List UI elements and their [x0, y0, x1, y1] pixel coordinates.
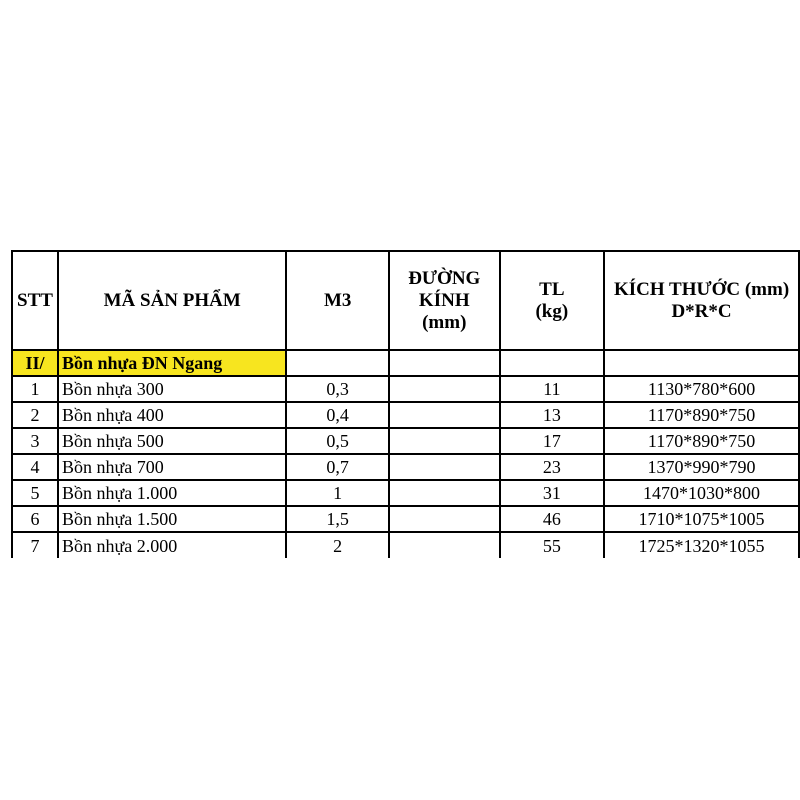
cell-size: 1170*890*750	[604, 402, 799, 428]
group-label: Bồn nhựa ĐN Ngang	[58, 350, 287, 376]
cell-name: Bồn nhựa 1.500	[58, 506, 287, 532]
header-tl-line-1: TL	[539, 278, 565, 300]
header-m3: M3	[286, 251, 388, 350]
cell-size: 1725*1320*1055	[604, 532, 799, 558]
cell-m3: 1,5	[286, 506, 388, 532]
product-table	[11, 250, 800, 558]
header-tl-line-2: (kg)	[535, 300, 569, 322]
cell-size: 1370*990*790	[604, 454, 799, 480]
cell-stt: 7	[12, 532, 58, 558]
cell-m3: 0,7	[286, 454, 388, 480]
table-row	[12, 506, 799, 532]
cell-tl: 46	[500, 506, 604, 532]
table-row	[12, 428, 799, 454]
cell-size: 1130*780*600	[604, 376, 799, 402]
cell-stt: 5	[12, 480, 58, 506]
group-size-cell	[604, 350, 799, 376]
cell-name: Bồn nhựa 500	[58, 428, 287, 454]
cell-stt: 1	[12, 376, 58, 402]
cell-m3: 0,3	[286, 376, 388, 402]
cell-tl: 11	[500, 376, 604, 402]
cell-duong-kinh	[389, 454, 500, 480]
cell-size: 1470*1030*800	[604, 480, 799, 506]
group-number: II/	[12, 350, 58, 376]
table-row	[12, 402, 799, 428]
cell-name: Bồn nhựa 2.000	[58, 532, 287, 558]
header-duong-kinh-line-2: KÍNH	[418, 289, 470, 311]
cell-duong-kinh	[389, 532, 500, 558]
cell-size: 1170*890*750	[604, 428, 799, 454]
header-kich-thuoc	[604, 251, 799, 350]
cell-tl: 17	[500, 428, 604, 454]
cell-stt: 4	[12, 454, 58, 480]
header-stt: STT	[12, 251, 58, 350]
header-ma-san-pham: MÃ SẢN PHẨM	[58, 251, 287, 350]
cell-stt: 2	[12, 402, 58, 428]
group-row	[12, 350, 799, 376]
cell-duong-kinh	[389, 428, 500, 454]
cell-duong-kinh	[389, 402, 500, 428]
cell-m3: 1	[286, 480, 388, 506]
cell-name: Bồn nhựa 400	[58, 402, 287, 428]
header-kich-thuoc-line-2: D*R*C	[671, 300, 732, 322]
cell-m3: 0,5	[286, 428, 388, 454]
cell-m3: 0,4	[286, 402, 388, 428]
group-tl-cell	[500, 350, 604, 376]
cell-size: 1710*1075*1005	[604, 506, 799, 532]
group-duong-kinh-cell	[389, 350, 500, 376]
cell-duong-kinh	[389, 376, 500, 402]
header-duong-kinh	[389, 251, 500, 350]
cell-stt: 6	[12, 506, 58, 532]
cell-tl: 31	[500, 480, 604, 506]
cell-duong-kinh	[389, 480, 500, 506]
cell-tl: 13	[500, 402, 604, 428]
cell-name: Bồn nhựa 700	[58, 454, 287, 480]
header-row	[12, 251, 799, 350]
table-row	[12, 480, 799, 506]
cell-tl: 55	[500, 532, 604, 558]
cell-name: Bồn nhựa 1.000	[58, 480, 287, 506]
cell-tl: 23	[500, 454, 604, 480]
cell-stt: 3	[12, 428, 58, 454]
table-row	[12, 376, 799, 402]
header-duong-kinh-line-3: (mm)	[422, 311, 467, 333]
cell-name: Bồn nhựa 300	[58, 376, 287, 402]
table-row	[12, 532, 799, 558]
header-kich-thuoc-line-1: KÍCH THƯỚC (mm)	[613, 278, 790, 300]
cell-m3: 2	[286, 532, 388, 558]
group-m3-cell	[286, 350, 388, 376]
cell-duong-kinh	[389, 506, 500, 532]
header-tl	[500, 251, 604, 350]
header-duong-kinh-line-1: ĐƯỜNG	[408, 267, 481, 289]
table-row	[12, 454, 799, 480]
